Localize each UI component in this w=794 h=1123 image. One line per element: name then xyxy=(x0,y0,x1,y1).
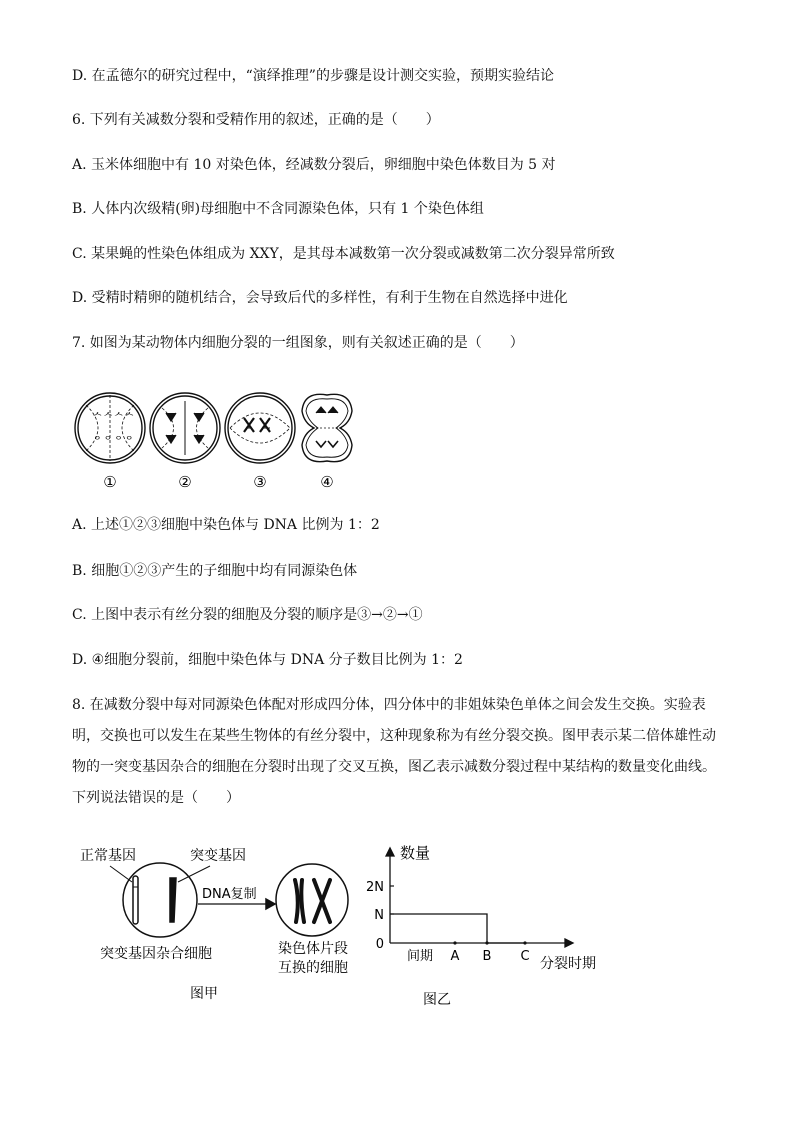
y-tick-label: 0 xyxy=(375,937,384,952)
cell-1 xyxy=(75,393,145,463)
x-axis-label: 分裂时期 xyxy=(540,956,596,972)
figure-yi-chart xyxy=(365,838,615,1018)
cell-3 xyxy=(225,393,295,463)
dna-replication-label: DNA复制 xyxy=(202,887,257,902)
q7-option-b: B. 细胞①②③产生的子细胞中均有同源染色体 xyxy=(72,563,358,579)
svg-text:ᄉᄉᄉᄉ: ᄉᄉᄉᄉ xyxy=(92,411,135,424)
q6-option-c: C. 某果蝇的性染色体组成为 XXY，是其母本减数第一次分裂或减数第二次分裂异常所致 xyxy=(72,246,615,262)
q8-stem-line-2: 明，交换也可以发生在某些生物体的有丝分裂中，这种现象称为有丝分裂交换。图甲表示某二倍体雄性动 xyxy=(72,728,716,744)
chart-title: 图乙 xyxy=(423,992,451,1008)
q5-option-d: D. 在孟德尔的研究过程中，“演绎推理”的步骤是设计测交实验，预期实验结论 xyxy=(72,68,554,84)
series-line xyxy=(390,914,525,943)
q7-option-d: D. ④细胞分裂前，细胞中染色体与 DNA 分子数目比例为 1：2 xyxy=(72,652,463,668)
normal-gene-label: 正常基因 xyxy=(80,848,136,864)
x-tick xyxy=(453,941,456,944)
q8-stem-line-3: 物的一突变基因杂合的细胞在分裂时出现了交叉互换，图乙表示减数分裂过程中某结构的数量变化曲线。 xyxy=(72,759,716,775)
label-cell-2: ② xyxy=(178,473,192,491)
label-cell-1: ① xyxy=(103,473,117,491)
q8-stem-line-4: 下列说法错误的是（ ） xyxy=(72,790,240,806)
x-tick-label: B xyxy=(482,949,492,964)
q7-cell-division-figure xyxy=(70,383,370,493)
figure-jia-title: 图甲 xyxy=(190,986,218,1002)
q6-option-d: D. 受精时精卵的随机结合，会导致后代的多样性，有利于生物在自然选择中进化 xyxy=(72,290,568,306)
cell2-caption-line-1: 染色体片段 xyxy=(278,941,348,957)
q6-stem: 6. 下列有关减数分裂和受精作用的叙述，正确的是（ ） xyxy=(72,112,440,128)
label-cell-4: ④ xyxy=(320,473,334,491)
q7-stem: 7. 如图为某动物体内细胞分裂的一组图象，则有关叙述正确的是（ ） xyxy=(72,335,524,351)
q8-stem-line-1: 8. 在减数分裂中每对同源染色体配对形成四分体，四分体中的非姐妹染色单体之间会发生交换。实验表 xyxy=(72,697,706,713)
cell1-caption: 突变基因杂合细胞 xyxy=(100,946,212,962)
y-tick-label: 2N xyxy=(366,880,384,895)
label-cell-3: ③ xyxy=(253,473,267,491)
mutant-gene-label: 突变基因 xyxy=(190,848,246,864)
q6-option-b: B. 人体内次级精(卵)母细胞中不含同源染色体，只有 1 个染色体组 xyxy=(72,201,484,217)
figure-jia xyxy=(70,840,370,1015)
q7-option-c: C. 上图中表示有丝分裂的细胞及分裂的顺序是③→②→① xyxy=(72,607,423,623)
cell2-caption-line-2: 互换的细胞 xyxy=(278,960,348,976)
y-axis-label: 数量 xyxy=(400,844,431,862)
x-tick-label: A xyxy=(450,949,460,964)
x-axis-arrow xyxy=(565,939,573,947)
cell-2 xyxy=(150,393,220,463)
q6-option-a: A. 玉米体细胞中有 10 对染色体，经减数分裂后，卵细胞中染色体数目为 5 对 xyxy=(72,157,556,173)
x-tick-label: C xyxy=(520,949,530,964)
q7-option-a: A. 上述①②③细胞中染色体与 DNA 比例为 1：2 xyxy=(72,517,380,533)
x-tick-label: 间期 xyxy=(406,949,434,964)
cell-4 xyxy=(302,394,352,461)
svg-text:ᄋᄋᄋᄋ: ᄋᄋᄋᄋ xyxy=(92,435,135,448)
y-tick-label: N xyxy=(374,908,384,923)
y-axis-arrow xyxy=(386,848,394,856)
q8-stem xyxy=(72,690,722,814)
